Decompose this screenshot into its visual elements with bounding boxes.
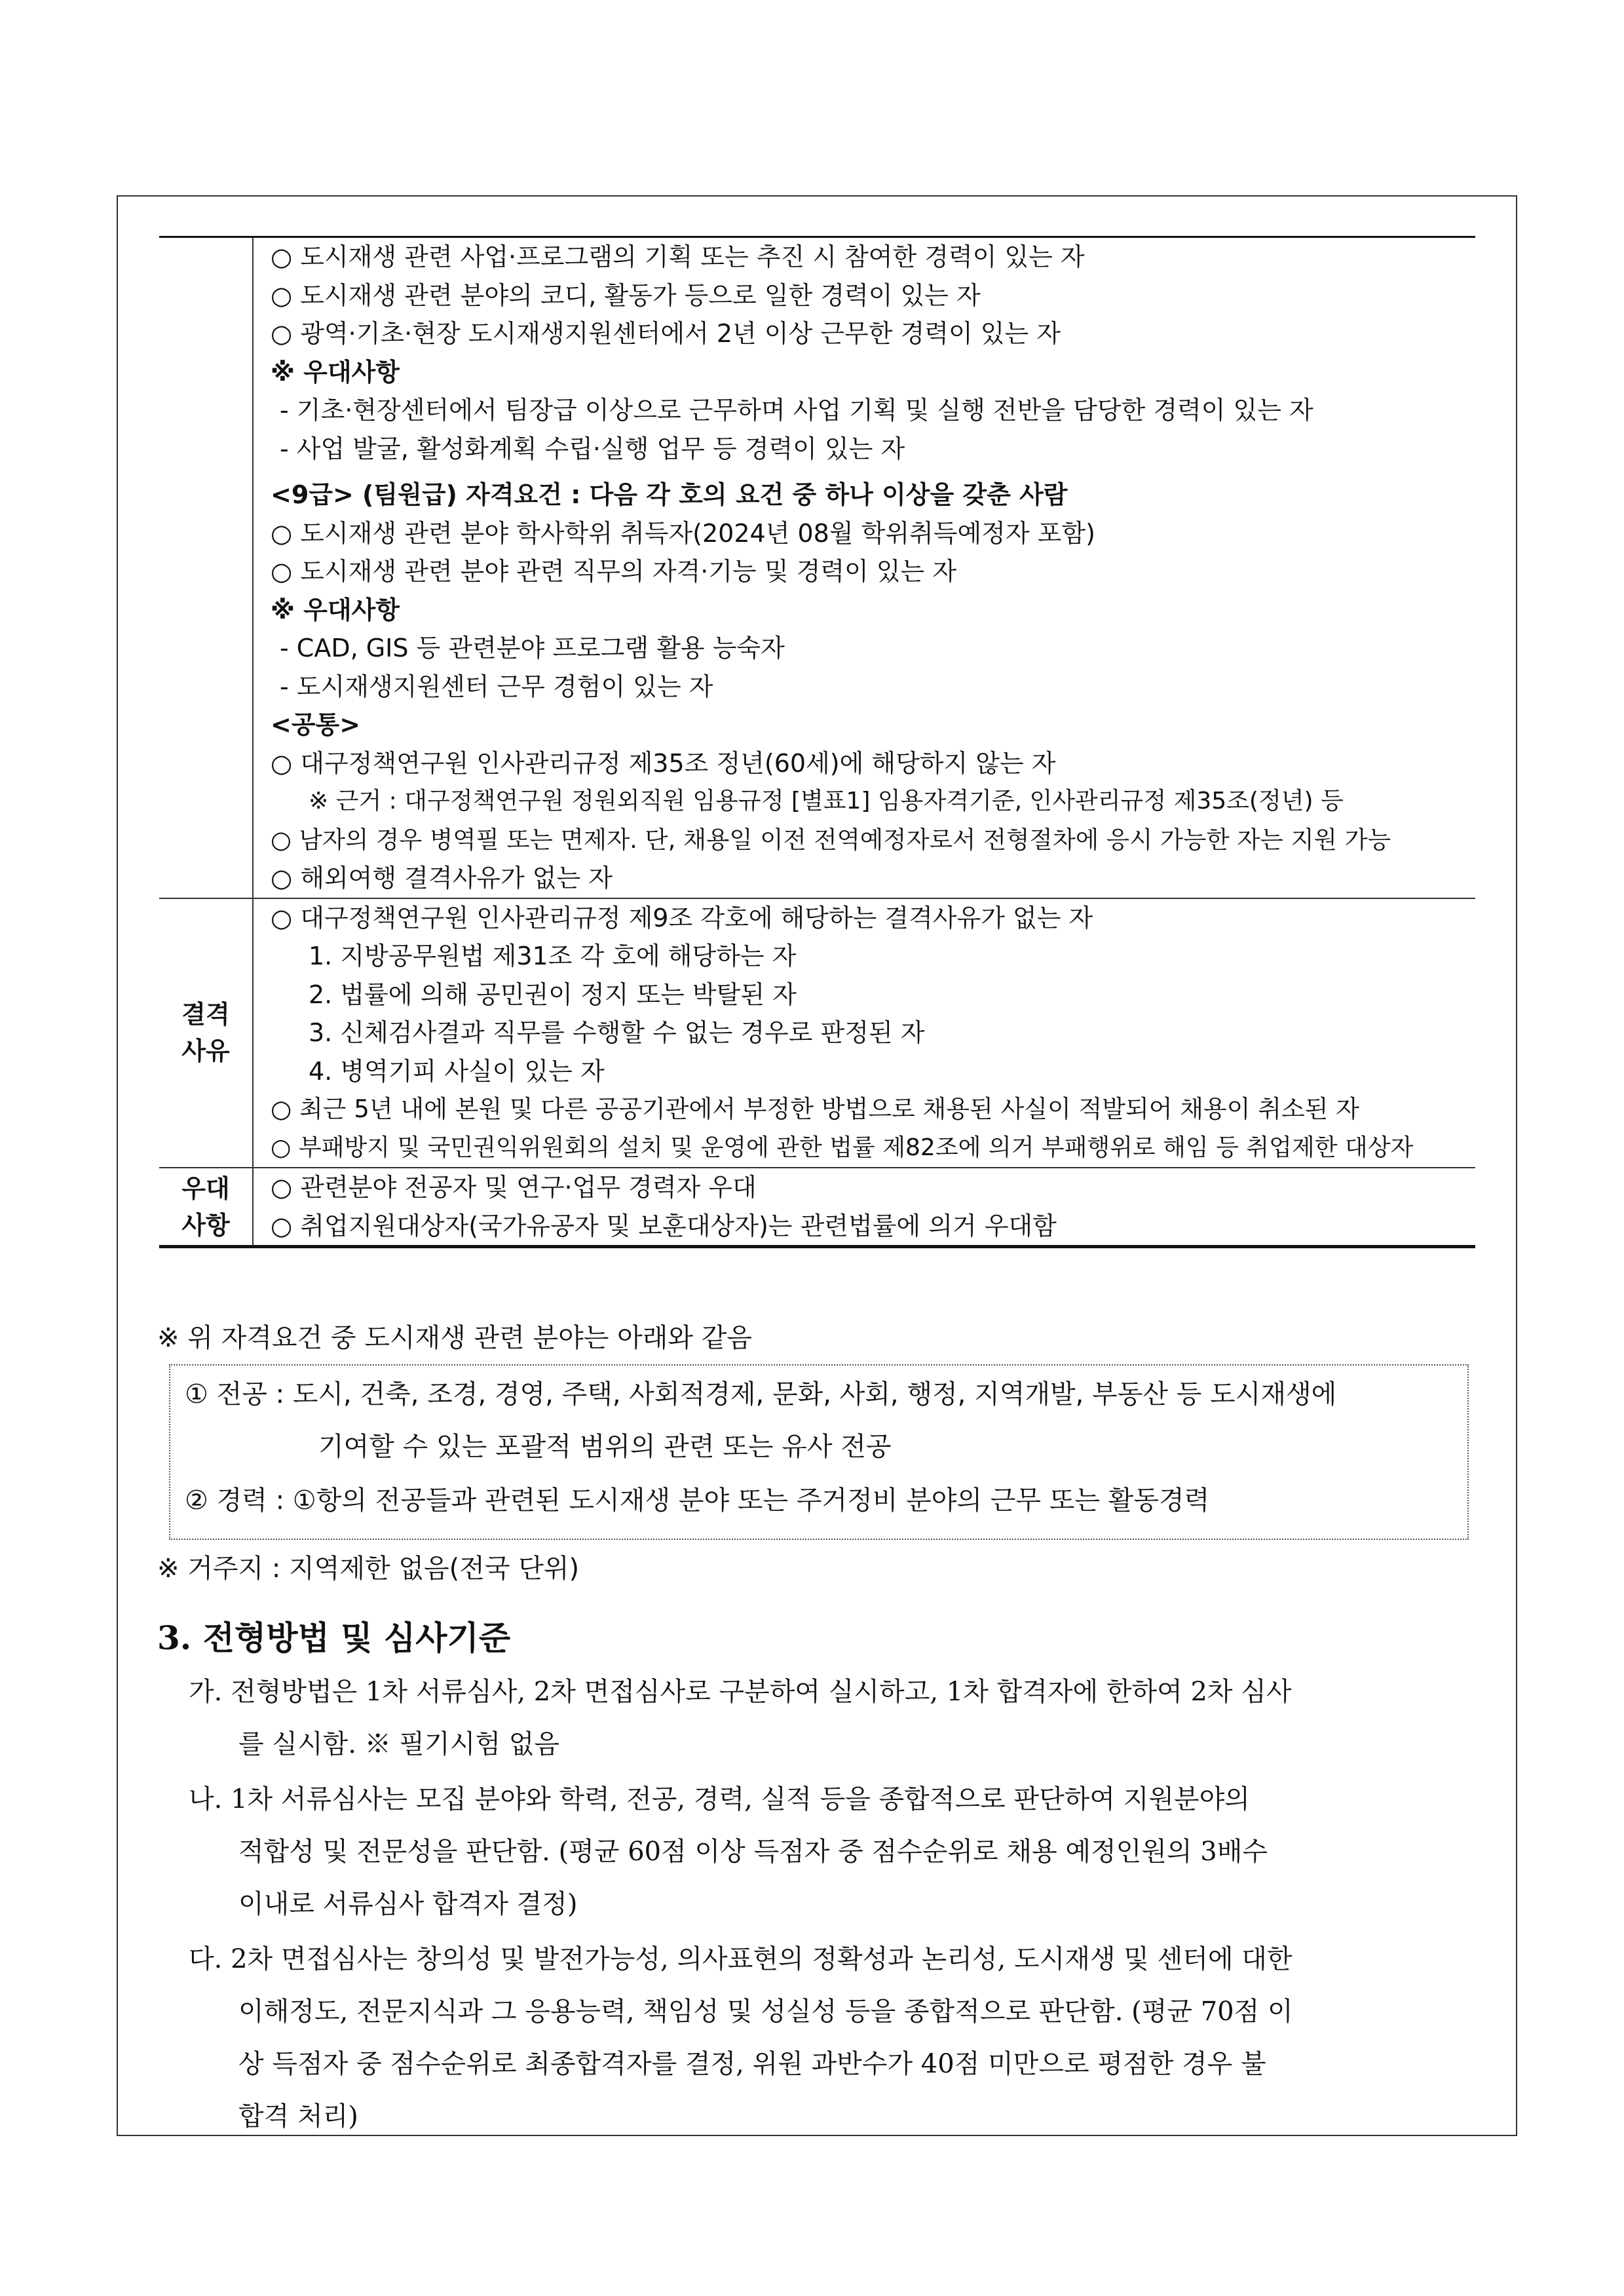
item-ga-line1: 가. 전형방법은 1차 서류심사, 2차 면접심사로 구분하여 실시하고, 1차 합격자에 한하여 2차 심사 [189, 1677, 1292, 1707]
residence-note: ※ 거주지 : 지역제한 없음(전국 단위) [157, 1554, 580, 1584]
preference-row [159, 1168, 1475, 1247]
list-item: ○ 최근 5년 내에 본원 및 다른 공공기관에서 부정한 방법으로 채용된 사실이 적발되어 채용이 취소된 자 [271, 1095, 1359, 1123]
list-item: ○ 해외여행 결격사유가 없는 자 [271, 864, 613, 892]
preference-heading: ※ 우대사항 [271, 595, 400, 624]
requirements-table [159, 236, 1475, 1248]
list-item: ○ 도시재생 관련 분야의 코디, 활동가 등으로 일한 경력이 있는 자 [271, 280, 981, 310]
preference-header-line1: 우대 [181, 1174, 230, 1203]
list-item: ※ 근거 : 대구정책연구원 정원외직원 임용규정 [별표1] 임용자격기준, 인사관리규정 제35조(정년) 등 [309, 788, 1344, 814]
list-item: ○ 도시재생 관련 분야 학사학위 취득자(2024년 08월 학위취득예정자 포함) [271, 518, 1095, 548]
preference-heading: ※ 우대사항 [271, 357, 400, 387]
career-definition: ② 경력 : ①항의 전공들과 관련된 도시재생 분야 또는 주거정비 분야의 근무 또는 활동경력 [185, 1485, 1210, 1516]
list-item: ○ 남자의 경우 병역필 또는 면제자. 단, 채용일 이전 전역예정자로서 전형절차에 응시 가능한 자는 지원 가능 [271, 825, 1391, 854]
list-item: ○ 대구정책연구원 인사관리규정 제9조 각호에 해당하는 결격사유가 없는 자 [271, 903, 1093, 932]
disqualification-body [253, 898, 1475, 1168]
item-na-line1: 나. 1차 서류심사는 모집 분야와 학력, 전공, 경력, 실적 등을 종합적으로 판단하여 지원분야의 [189, 1784, 1250, 1814]
item-da-line2: 이해정도, 전문지식과 그 응용능력, 책임성 및 성실성 등을 종합적으로 판단함. (평균 70점 이 [238, 1997, 1293, 2027]
list-item: ○ 광역·기초·현장 도시재생지원센터에서 2년 이상 근무한 경력이 있는 자 [271, 319, 1061, 348]
list-item: - CAD, GIS 등 관련분야 프로그램 활용 능숙자 [280, 634, 785, 662]
list-item: ○ 취업지원대상자(국가유공자 및 보훈대상자)는 관련법률에 의거 우대함 [271, 1211, 1057, 1240]
item-na-line2: 적합성 및 전문성을 판단함. (평균 60점 이상 득점자 중 점수순위로 채용 예정인원의 3배수 [238, 1837, 1268, 1867]
field-note: ※ 위 자격요건 중 도시재생 관련 분야는 아래와 같음 [157, 1323, 753, 1353]
field-definition-box [169, 1364, 1469, 1540]
major-definition: ① 전공 : 도시, 건축, 조경, 경영, 주택, 사회적경제, 문화, 사회, 행정, 지역개발, 부동산 등 도시재생에 [185, 1379, 1337, 1409]
list-item: ○ 도시재생 관련 분야 관련 직무의 자격·기능 및 경력이 있는 자 [271, 557, 957, 586]
item-na-line3: 이내로 서류심사 합격자 결정) [238, 1889, 578, 1919]
section-title: 3. 전형방법 및 심사기준 [157, 1618, 511, 1657]
list-item: - 도시재생지원센터 근무 경험이 있는 자 [280, 672, 713, 701]
disqualification-header-cell [159, 898, 253, 1168]
list-item: ○ 대구정책연구원 인사관리규정 제35조 정년(60세)에 해당하지 않는 자 [271, 748, 1056, 778]
item-ga-line2: 를 실시함. ※ 필기시험 없음 [238, 1729, 559, 1759]
item-da-line3: 상 득점자 중 점수순위로 최종합격자를 결정, 위원 과반수가 40점 미만으로 평점한 경우 불 [238, 2049, 1266, 2079]
list-item: - 사업 발굴, 활성화계획 수립·실행 업무 등 경력이 있는 자 [280, 434, 905, 463]
major-definition-cont: 기여할 수 있는 포괄적 범위의 관련 또는 유사 전공 [318, 1432, 892, 1462]
preference-header-cell [159, 1168, 253, 1247]
list-item: 2. 법률에 의해 공민권이 정지 또는 박탈된 자 [309, 980, 797, 1009]
item-da-line4: 합격 처리) [238, 2101, 358, 2132]
list-item: ○ 도시재생 관련 사업·프로그램의 기획 또는 추진 시 참여한 경력이 있는 자 [271, 242, 1085, 271]
qualification-row [159, 237, 1475, 898]
list-item: 1. 지방공무원법 제31조 각 호에 해당하는 자 [309, 942, 797, 970]
item-da-line1: 다. 2차 면접심사는 창의성 및 발전가능성, 의사표현의 정확성과 논리성, 도시재생 및 센터에 대한 [189, 1944, 1293, 1974]
disqualification-header-line2: 사유 [181, 1037, 230, 1066]
list-item: 3. 신체검사결과 직무를 수행할 수 없는 경우로 판정된 자 [309, 1018, 925, 1047]
list-item: ○ 관련분야 전공자 및 연구·업무 경력자 우대 [271, 1173, 757, 1202]
disqualification-row [159, 898, 1475, 1168]
qualification-header-cell [159, 237, 253, 898]
disqualification-header-line1: 결격 [181, 1000, 230, 1029]
grade9-heading: <9급> (팀원급) 자격요건 : 다음 각 호의 요건 중 하나 이상을 갖춘 사람 [271, 480, 1068, 509]
preference-body [253, 1168, 1475, 1247]
common-heading: <공통> [271, 710, 361, 739]
list-item: ○ 부패방지 및 국민권익위원회의 설치 및 운영에 관한 법률 제82조에 의거 부패행위로 해임 등 취업제한 대상자 [271, 1134, 1414, 1161]
list-item: - 기초·현장센터에서 팀장급 이상으로 근무하며 사업 기획 및 실행 전반을 담당한 경력이 있는 자 [280, 396, 1313, 425]
list-item: 4. 병역기피 사실이 있는 자 [309, 1056, 605, 1086]
preference-header-line2: 사항 [181, 1210, 230, 1240]
qualification-body [253, 237, 1475, 898]
